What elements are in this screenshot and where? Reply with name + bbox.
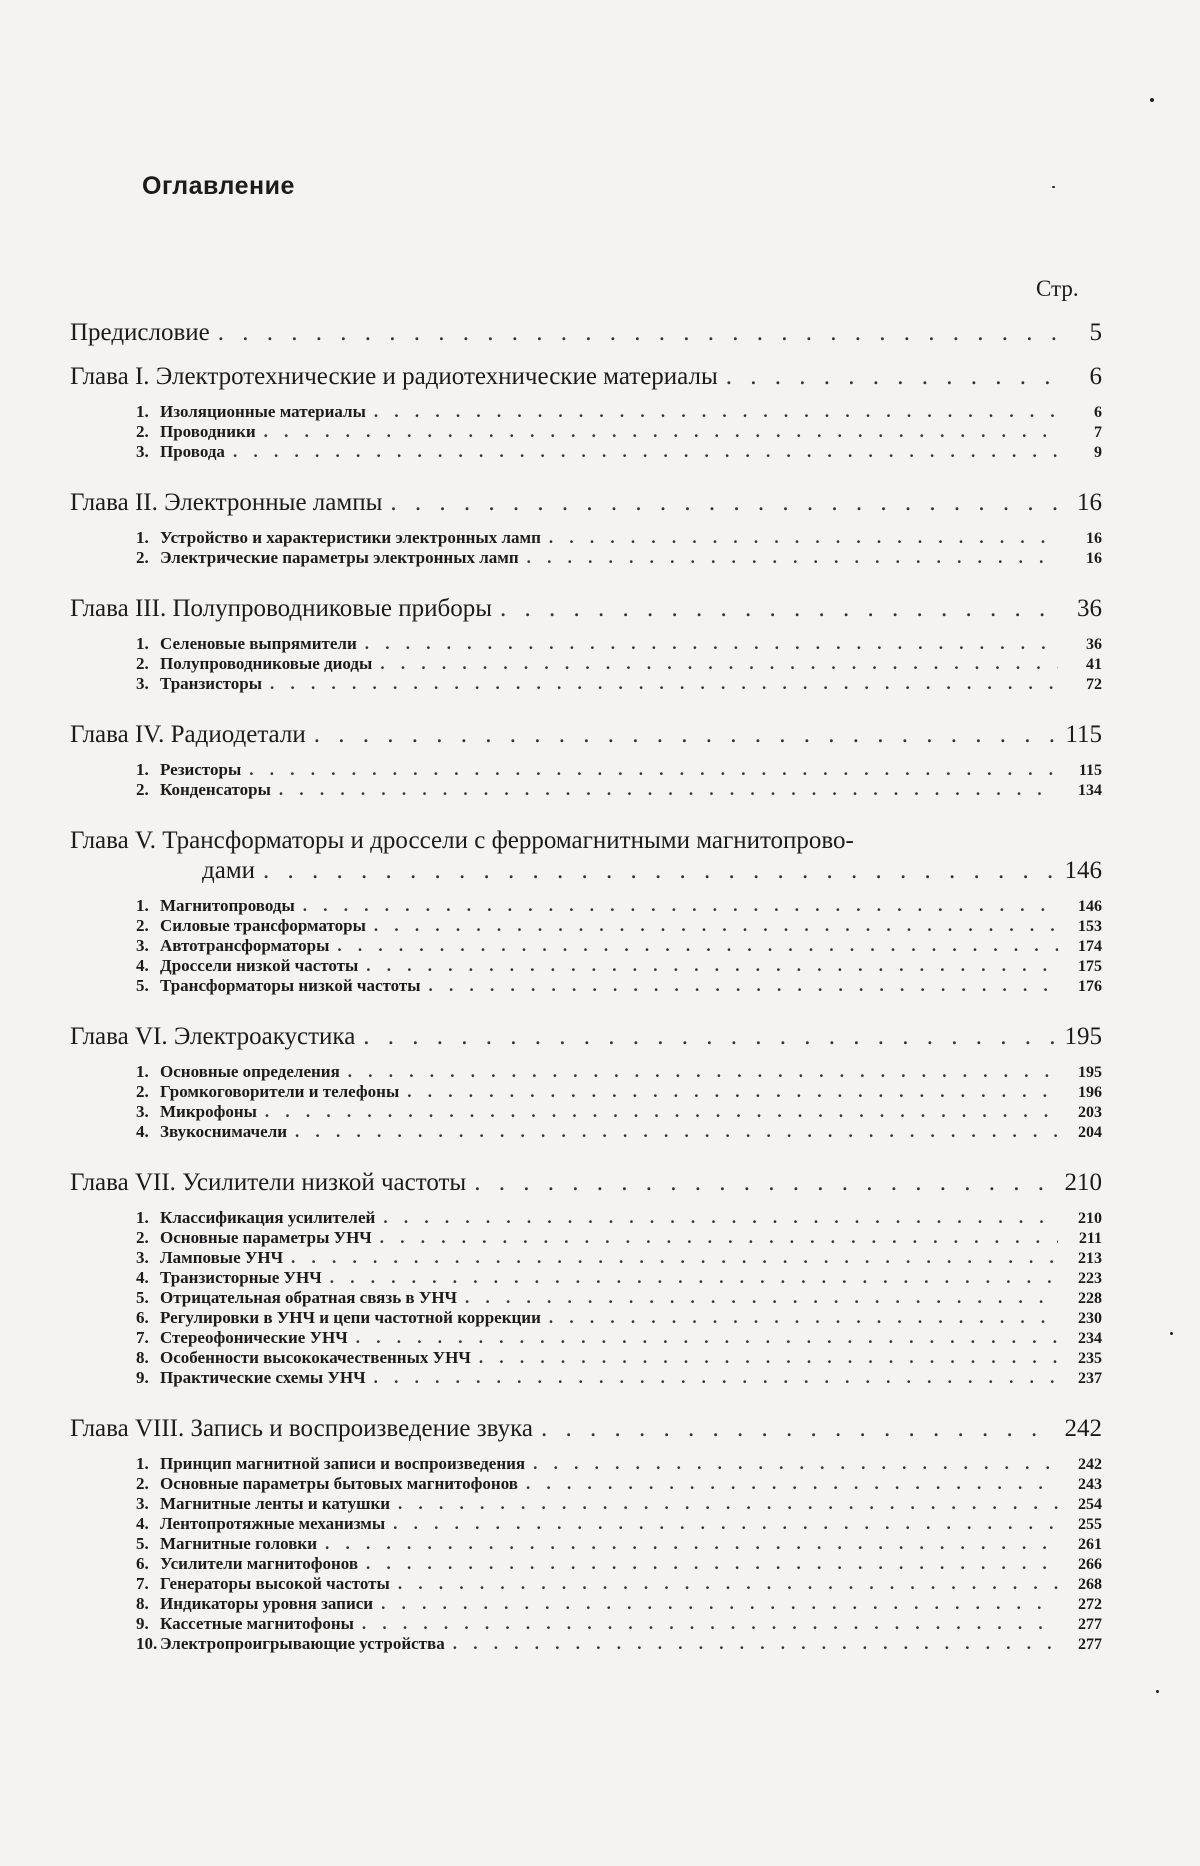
dot-leader xyxy=(264,422,1058,441)
toc-section-number: 3. xyxy=(136,1494,149,1513)
toc-preface-label: Предисловие xyxy=(70,319,210,346)
toc-section-label: Основные параметры бытовых магнитофонов xyxy=(160,1474,518,1493)
toc-section-row xyxy=(136,780,1102,800)
toc-section-label: Основные параметры УНЧ xyxy=(160,1228,372,1247)
toc-section-number: 1. xyxy=(136,1208,149,1227)
print-speck xyxy=(1156,1690,1159,1693)
toc-section-row xyxy=(136,976,1102,996)
toc-section-page: 230 xyxy=(1078,1310,1102,1327)
page-column-header: Стр. xyxy=(1036,276,1079,301)
toc-chapter-page: 242 xyxy=(1064,1415,1102,1442)
toc-section-title xyxy=(136,1102,257,1121)
toc-chapter-title: Глава VII. Усилители низкой частоты xyxy=(70,1169,467,1196)
toc-section-title xyxy=(136,1368,366,1387)
toc-section-page: 16 xyxy=(1086,550,1102,567)
toc-chapter-page: 210 xyxy=(1064,1169,1102,1196)
toc-section-title xyxy=(136,1288,457,1307)
toc-section-row xyxy=(136,1348,1102,1368)
toc-chapter xyxy=(70,488,1102,568)
toc-section-row xyxy=(136,654,1102,674)
toc-chapter-page: 6 xyxy=(1089,363,1102,390)
toc-section-page: 16 xyxy=(1086,530,1102,547)
toc-section-page: 213 xyxy=(1078,1250,1102,1267)
toc-section-label: Электропроигрывающие устройства xyxy=(160,1634,445,1653)
toc-section-page: 36 xyxy=(1086,636,1102,653)
toc-section-page: 261 xyxy=(1078,1536,1102,1553)
toc-section-title xyxy=(136,1494,390,1513)
dot-leader xyxy=(218,318,1058,348)
toc-section-list xyxy=(136,1454,1102,1654)
dot-leader xyxy=(381,1594,1058,1613)
toc-section-title xyxy=(136,1614,354,1633)
dot-leader xyxy=(407,1082,1058,1101)
toc-section-title xyxy=(136,1474,518,1493)
toc-section-row xyxy=(136,1122,1102,1142)
toc-section-page: 175 xyxy=(1078,958,1102,975)
toc-section-number: 1. xyxy=(136,760,149,779)
toc-section-label: Стереофонические УНЧ xyxy=(160,1328,348,1347)
toc-section-number: 3. xyxy=(136,1248,149,1267)
toc-section-number: 8. xyxy=(136,1594,149,1613)
dot-leader xyxy=(453,1634,1058,1653)
dot-leader xyxy=(291,1248,1058,1267)
toc-section-number: 1. xyxy=(136,1062,149,1081)
toc-section-page: 134 xyxy=(1078,782,1102,799)
toc-section-row xyxy=(136,1614,1102,1634)
toc-section-number: 3. xyxy=(136,936,149,955)
toc-chapter-page: 195 xyxy=(1064,1023,1102,1050)
toc-section-list xyxy=(136,528,1102,568)
toc-chapter-row xyxy=(70,720,1102,750)
toc-chapter xyxy=(70,1022,1102,1142)
toc-section-label: Усилители магнитофонов xyxy=(160,1554,359,1573)
dot-leader xyxy=(380,1228,1058,1247)
toc-section-number: 1. xyxy=(136,1454,149,1473)
toc-section-row xyxy=(136,1328,1102,1348)
toc-section-title xyxy=(136,402,366,421)
toc-section-row xyxy=(136,1368,1102,1388)
toc-section-page: 146 xyxy=(1078,898,1102,915)
dot-leader xyxy=(541,1414,1057,1444)
print-speck xyxy=(1170,1332,1173,1335)
toc-section-page: 72 xyxy=(1086,676,1102,693)
toc-section-page: 174 xyxy=(1078,938,1102,955)
toc-section-page: 228 xyxy=(1078,1290,1102,1307)
toc-section-number: 9. xyxy=(136,1368,149,1387)
toc-section-row xyxy=(136,442,1102,462)
dot-leader xyxy=(393,1514,1058,1533)
toc-section-number: 3. xyxy=(136,1102,149,1121)
toc-section-number: 5. xyxy=(136,1534,149,1553)
toc-section-row xyxy=(136,402,1102,422)
toc-section-row xyxy=(136,1594,1102,1614)
toc-chapter-row xyxy=(70,362,1102,392)
toc-section-title xyxy=(136,1454,525,1473)
toc-section-label: Трансформаторы низкой частоты xyxy=(160,976,421,995)
toc-section-label: Проводники xyxy=(160,422,256,441)
toc-section-label: Автотрансформаторы xyxy=(160,936,330,955)
dot-leader xyxy=(265,1102,1058,1121)
toc-section-page: 195 xyxy=(1078,1064,1102,1081)
toc-chapter-title: Глава III. Полупроводниковые приборы xyxy=(70,595,493,622)
dot-leader xyxy=(374,916,1058,935)
dot-leader xyxy=(374,402,1058,421)
toc-section-label: Дроссели низкой частоты xyxy=(160,956,359,975)
toc-section-row xyxy=(136,1208,1102,1228)
toc-section-number: 2. xyxy=(136,1228,149,1247)
toc-section-label: Звукоснимачели xyxy=(160,1122,288,1141)
toc-section-page: 243 xyxy=(1078,1476,1102,1493)
toc-section-list xyxy=(136,896,1102,996)
toc-section-label: Основные определения xyxy=(160,1062,340,1081)
toc-section-number: 1. xyxy=(136,896,149,915)
dot-leader xyxy=(726,362,1058,392)
dot-leader xyxy=(465,1288,1058,1307)
dot-leader xyxy=(363,1022,1056,1052)
toc-section-number: 2. xyxy=(136,654,149,673)
toc-section-row xyxy=(136,1634,1102,1654)
dot-leader xyxy=(526,1474,1058,1493)
toc-section-title xyxy=(136,780,271,799)
toc-section-label: Транзисторные УНЧ xyxy=(160,1268,322,1287)
dot-leader xyxy=(233,442,1058,461)
toc-section-page: 277 xyxy=(1078,1616,1102,1633)
toc-chapter xyxy=(70,594,1102,694)
toc-section-page: 266 xyxy=(1078,1556,1102,1573)
toc-section-page: 176 xyxy=(1078,978,1102,995)
toc-section-label: Микрофоны xyxy=(160,1102,257,1121)
toc-section-title xyxy=(136,422,256,441)
toc-chapter-page: 36 xyxy=(1077,595,1102,622)
toc-chapter-row xyxy=(70,488,1102,518)
dot-leader xyxy=(398,1494,1058,1513)
dot-leader xyxy=(270,674,1058,693)
toc-preface-row xyxy=(70,318,1102,348)
dot-leader xyxy=(279,780,1058,799)
toc-section-row xyxy=(136,548,1102,568)
toc-section-title xyxy=(136,1554,358,1573)
table-of-contents xyxy=(70,318,1102,1680)
dot-leader xyxy=(295,1122,1058,1141)
toc-section-row xyxy=(136,1474,1102,1494)
toc-section-title xyxy=(136,674,262,693)
dot-leader xyxy=(348,1062,1058,1081)
toc-chapter-row xyxy=(70,1414,1102,1444)
toc-section-title xyxy=(136,528,541,547)
page-title: Оглавление xyxy=(142,172,295,200)
toc-section-title xyxy=(136,1514,385,1533)
dot-leader xyxy=(366,1554,1058,1573)
toc-section-number: 5. xyxy=(136,1288,149,1307)
toc-section-title xyxy=(136,1208,375,1227)
dot-leader xyxy=(500,594,1058,624)
toc-section-title xyxy=(136,916,366,935)
toc-section-number: 8. xyxy=(136,1348,149,1367)
toc-section-title xyxy=(136,1228,372,1247)
toc-section-page: 41 xyxy=(1086,656,1102,673)
toc-section-row xyxy=(136,674,1102,694)
toc-section-page: 277 xyxy=(1078,1636,1102,1653)
toc-section-page: 204 xyxy=(1078,1124,1102,1141)
dot-leader xyxy=(330,1268,1058,1287)
toc-section-number: 1. xyxy=(136,634,149,653)
toc-section-page: 237 xyxy=(1078,1370,1102,1387)
dot-leader xyxy=(429,976,1058,995)
toc-section-label: Провода xyxy=(160,442,225,461)
toc-section-list xyxy=(136,634,1102,694)
toc-section-label: Конденсаторы xyxy=(160,780,271,799)
toc-section-row xyxy=(136,634,1102,654)
toc-section-label: Принцип магнитной записи и воспроизведения xyxy=(160,1454,526,1473)
toc-section-row xyxy=(136,896,1102,916)
toc-section-label: Лентопротяжные механизмы xyxy=(160,1514,386,1533)
chapter-list xyxy=(70,362,1102,1654)
toc-section-row xyxy=(136,1494,1102,1514)
toc-chapter-title: Глава VIII. Запись и воспроизведение звука xyxy=(70,1415,533,1442)
toc-section-number: 2. xyxy=(136,548,149,567)
toc-chapter-page: 146 xyxy=(1064,857,1102,884)
toc-section-list xyxy=(136,1208,1102,1388)
toc-section-title xyxy=(136,654,372,673)
toc-section-row xyxy=(136,1554,1102,1574)
toc-section-title xyxy=(136,1082,399,1101)
toc-section-number: 7. xyxy=(136,1574,149,1593)
toc-section-row xyxy=(136,1228,1102,1248)
toc-section-number: 2. xyxy=(136,1474,149,1493)
dot-leader xyxy=(374,1368,1058,1387)
toc-section-page: 210 xyxy=(1078,1210,1102,1227)
dot-leader xyxy=(303,896,1058,915)
dot-leader xyxy=(356,1328,1058,1347)
dot-leader xyxy=(549,1308,1058,1327)
toc-chapter xyxy=(70,720,1102,800)
toc-section-row xyxy=(136,1248,1102,1268)
dot-leader xyxy=(398,1574,1058,1593)
toc-chapter-title-line: Глава V. Трансформаторы и дроссели с ферромагнитными магнитопрово- xyxy=(70,827,854,854)
toc-chapter-title: Глава VI. Электроакустика xyxy=(70,1023,356,1050)
toc-section-label: Особенности высококачественных УНЧ xyxy=(160,1348,471,1367)
toc-section-number: 2. xyxy=(136,1082,149,1101)
toc-section-page: 6 xyxy=(1094,404,1102,421)
toc-section-page: 211 xyxy=(1078,1230,1102,1247)
dot-leader xyxy=(325,1534,1058,1553)
toc-section-row xyxy=(136,422,1102,442)
toc-section-page: 268 xyxy=(1078,1576,1102,1593)
toc-section-label: Электрические параметры электронных ламп xyxy=(160,548,519,567)
toc-section-row xyxy=(136,1288,1102,1308)
toc-section-title xyxy=(136,1574,390,1593)
toc-section-list xyxy=(136,402,1102,462)
dot-leader xyxy=(383,1208,1058,1227)
toc-section-page: 9 xyxy=(1094,444,1102,461)
toc-section-page: 234 xyxy=(1078,1330,1102,1347)
toc-section-number: 7. xyxy=(136,1328,149,1347)
toc-section-title xyxy=(136,936,329,955)
toc-section-row xyxy=(136,956,1102,976)
dot-leader xyxy=(337,936,1058,955)
dot-leader xyxy=(533,1454,1058,1473)
dot-leader xyxy=(365,634,1058,653)
toc-section-number: 4. xyxy=(136,1122,149,1141)
toc-section-number: 4. xyxy=(136,1514,149,1533)
toc-section-number: 3. xyxy=(136,442,149,461)
toc-chapter-row xyxy=(70,856,1102,886)
toc-section-title xyxy=(136,1328,348,1347)
toc-section-label: Селеновые выпрямители xyxy=(160,634,357,653)
toc-section-number: 1. xyxy=(136,402,149,421)
dot-leader xyxy=(527,548,1058,567)
toc-section-list xyxy=(136,760,1102,800)
toc-section-label: Генераторы высокой частоты xyxy=(160,1574,390,1593)
toc-chapter-row xyxy=(70,594,1102,624)
toc-section-title xyxy=(136,1122,287,1141)
toc-section-title xyxy=(136,976,421,995)
dot-leader xyxy=(362,1614,1058,1633)
toc-chapter-title: Глава IV. Радиодетали xyxy=(70,721,306,748)
print-speck xyxy=(1150,98,1154,102)
toc-section-page: 7 xyxy=(1094,424,1102,441)
toc-section-page: 242 xyxy=(1078,1456,1102,1473)
toc-section-page: 115 xyxy=(1078,762,1102,779)
toc-section-label: Магнитные ленты и катушки xyxy=(160,1494,391,1513)
toc-section-number: 6. xyxy=(136,1308,149,1327)
toc-section-title xyxy=(136,1348,471,1367)
toc-section-page: 196 xyxy=(1078,1084,1102,1101)
toc-section-row xyxy=(136,936,1102,956)
toc-section-label: Магнитопроводы xyxy=(160,896,295,915)
toc-section-title xyxy=(136,1594,373,1613)
print-speck xyxy=(1052,186,1055,188)
dot-leader xyxy=(249,760,1058,779)
toc-section-number: 2. xyxy=(136,780,149,799)
toc-section-page: 272 xyxy=(1078,1596,1102,1613)
toc-section-label: Ламповые УНЧ xyxy=(160,1248,284,1267)
toc-section-row xyxy=(136,528,1102,548)
toc-section-title xyxy=(136,1062,340,1081)
toc-section-title xyxy=(136,760,241,779)
toc-section-title xyxy=(136,1534,317,1553)
toc-section-label: Транзисторы xyxy=(160,674,262,693)
dot-leader xyxy=(474,1168,1056,1198)
toc-section-number: 5. xyxy=(136,976,149,995)
toc-section-row xyxy=(136,1308,1102,1328)
toc-section-title xyxy=(136,1248,283,1267)
toc-chapter xyxy=(70,1414,1102,1654)
toc-section-title xyxy=(136,956,358,975)
dot-leader xyxy=(549,528,1058,547)
toc-section-row xyxy=(136,916,1102,936)
dot-leader xyxy=(263,856,1056,886)
toc-section-row xyxy=(136,1534,1102,1554)
toc-section-row xyxy=(136,760,1102,780)
toc-chapter xyxy=(70,826,1102,996)
toc-section-title xyxy=(136,896,295,915)
toc-chapter-title: Глава I. Электротехнические и радиотехнические материалы xyxy=(70,363,718,390)
toc-section-label: Резисторы xyxy=(160,760,242,779)
toc-section-row xyxy=(136,1062,1102,1082)
toc-section-number: 4. xyxy=(136,1268,149,1287)
toc-section-row xyxy=(136,1102,1102,1122)
toc-chapter-title: Глава II. Электронные лампы xyxy=(70,489,383,516)
toc-section-label: Практические схемы УНЧ xyxy=(160,1368,366,1387)
toc-section-list xyxy=(136,1062,1102,1142)
toc-section-label: Кассетные магнитофоны xyxy=(160,1614,354,1633)
toc-chapter-page: 115 xyxy=(1065,721,1102,748)
toc-section-label: Отрицательная обратная связь в УНЧ xyxy=(160,1288,458,1307)
toc-section-label: Индикаторы уровня записи xyxy=(160,1594,374,1613)
toc-section-number: 9. xyxy=(136,1614,149,1633)
toc-section-number: 4. xyxy=(136,956,149,975)
toc-section-title xyxy=(136,442,225,461)
dot-leader xyxy=(479,1348,1058,1367)
toc-section-title xyxy=(136,1268,322,1287)
toc-chapter-row xyxy=(70,1168,1102,1198)
dot-leader xyxy=(366,956,1058,975)
toc-section-page: 203 xyxy=(1078,1104,1102,1121)
dot-leader xyxy=(314,720,1058,750)
toc-section-page: 235 xyxy=(1078,1350,1102,1367)
toc-section-number: 2. xyxy=(136,916,149,935)
toc-chapter-title-continued: дами xyxy=(202,857,256,884)
toc-preface-page: 5 xyxy=(1089,319,1102,346)
toc-chapter-row xyxy=(70,1022,1102,1052)
toc-section-row xyxy=(136,1514,1102,1534)
toc-section-number: 6. xyxy=(136,1554,149,1573)
toc-section-number: 2. xyxy=(136,422,149,441)
toc-section-row xyxy=(136,1574,1102,1594)
toc-section-label: Классификация усилителей xyxy=(160,1208,376,1227)
toc-section-row xyxy=(136,1268,1102,1288)
toc-section-number: 1. xyxy=(136,528,149,547)
toc-chapter xyxy=(70,362,1102,462)
toc-section-label: Полупроводниковые диоды xyxy=(160,654,373,673)
toc-section-title xyxy=(136,634,357,653)
toc-section-row xyxy=(136,1454,1102,1474)
toc-section-label: Изоляционные материалы xyxy=(160,402,366,421)
dot-leader xyxy=(390,488,1058,518)
toc-section-number: 10. xyxy=(136,1634,158,1653)
toc-section-title xyxy=(136,548,519,567)
toc-section-title xyxy=(136,1634,445,1653)
toc-section-number: 3. xyxy=(136,674,149,693)
toc-section-label: Силовые трансформаторы xyxy=(160,916,366,935)
toc-section-page: 153 xyxy=(1078,918,1102,935)
toc-section-page: 254 xyxy=(1078,1496,1102,1513)
toc-section-page: 255 xyxy=(1078,1516,1102,1533)
toc-section-page: 223 xyxy=(1078,1270,1102,1287)
toc-chapter-page: 16 xyxy=(1077,489,1102,516)
toc-section-row xyxy=(136,1082,1102,1102)
dot-leader xyxy=(380,654,1058,673)
toc-chapter xyxy=(70,1168,1102,1388)
toc-section-label: Громкоговорители и телефоны xyxy=(160,1082,400,1101)
toc-section-label: Устройство и характеристики электронных ламп xyxy=(160,528,541,547)
toc-section-label: Регулировки в УНЧ и цепи частотной коррекции xyxy=(160,1308,541,1327)
toc-section-title xyxy=(136,1308,541,1327)
toc-section-label: Магнитные головки xyxy=(160,1534,318,1553)
